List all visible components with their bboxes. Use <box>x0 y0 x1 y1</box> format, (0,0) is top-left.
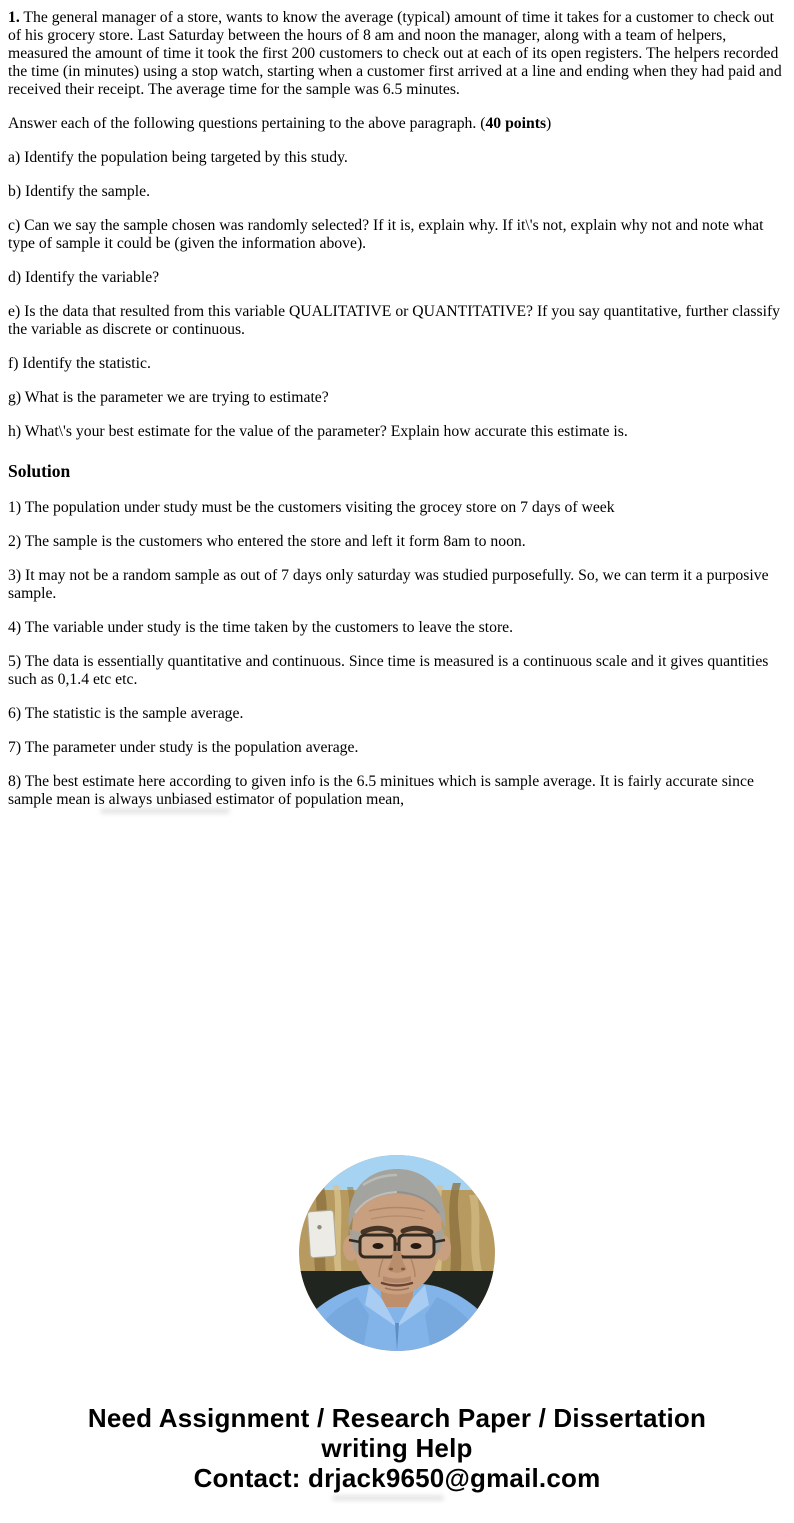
footer-line1: Need Assignment / Research Paper / Dissertation <box>87 1403 707 1433</box>
answer-intro-points: 40 points <box>485 115 547 132</box>
faint-smudge <box>332 1495 444 1501</box>
question-e: e) Is the data that resulted from this variable QUALITATIVE or QUANTITATIVE? If you say quantitative, further classify the variable as discrete or continuous. <box>8 303 781 338</box>
solution-item-6: 6) The statistic is the sample average. <box>8 705 244 722</box>
answer-intro-post: ) <box>546 115 552 132</box>
solution-heading: Solution <box>8 461 71 481</box>
tutor-portrait-image <box>299 1155 495 1351</box>
question-b: b) Identify the sample. <box>8 183 151 200</box>
solution-item-2: 2) The sample is the customers who entered the store and left it form 8am to noon. <box>8 533 526 550</box>
question-d: d) Identify the variable? <box>8 269 160 286</box>
problem-text: The general manager of a store, wants to know the average (typical) amount of time it takes for a customer to check out of his grocery store. Last Saturday between the hours of 8 am and noon the manager, along with a team of helpers, measured the amount of time it took the first 200 customers to check out at each of its open registers. The helpers recorded the time (in minutes) using a stop watch, starting when a customer first arrived at a line and ending when they had paid and received their receipt. The average time for the sample was 6.5 minutes. <box>8 9 782 98</box>
footer-banner <box>0 1403 794 1493</box>
footer-line3: Contact: drjack9650@gmail.com <box>193 1463 601 1493</box>
question-f: f) Identify the statistic. <box>8 355 151 372</box>
question-c: c) Can we say the sample chosen was randomly selected? If it is, explain why. If it\'s not, explain why not and note what type of sample it could be (given the information above). <box>8 217 764 252</box>
solution-item-3: 3) It may not be a random sample as out of 7 days only saturday was studied purposefully. So, we can term it a purposive sample. <box>8 567 769 602</box>
problem-number: 1. <box>8 9 20 26</box>
solution-item-8: 8) The best estimate here according to given info is the 6.5 minitues which is sample average. It is fairly accurate since sample mean is always unbiased estimator of population mean, <box>8 773 754 808</box>
solution-item-7: 7) The parameter under study is the population average. <box>8 739 359 756</box>
solution-item-5: 5) The data is essentially quantitative and continuous. Since time is measured is a continuous scale and it gives quantities such as 0,1.4 etc etc. <box>8 653 769 688</box>
problem-statement <box>8 9 786 99</box>
answer-intro-pre: Answer each of the following questions pertaining to the above paragraph. ( <box>8 115 486 132</box>
question-h: h) What\'s your best estimate for the value of the parameter? Explain how accurate this estimate is. <box>8 423 628 440</box>
faint-smudge <box>100 808 230 814</box>
question-a: a) Identify the population being targeted by this study. <box>8 149 348 166</box>
question-g: g) What is the parameter we are trying to estimate? <box>8 389 329 406</box>
answer-intro <box>8 115 786 133</box>
footer-line2: writing Help <box>321 1433 473 1463</box>
avatar <box>299 1155 495 1351</box>
solution-item-4: 4) The variable under study is the time taken by the customers to leave the store. <box>8 619 514 636</box>
solution-item-1: 1) The population under study must be the customers visiting the grocey store on 7 days of week <box>8 499 615 516</box>
